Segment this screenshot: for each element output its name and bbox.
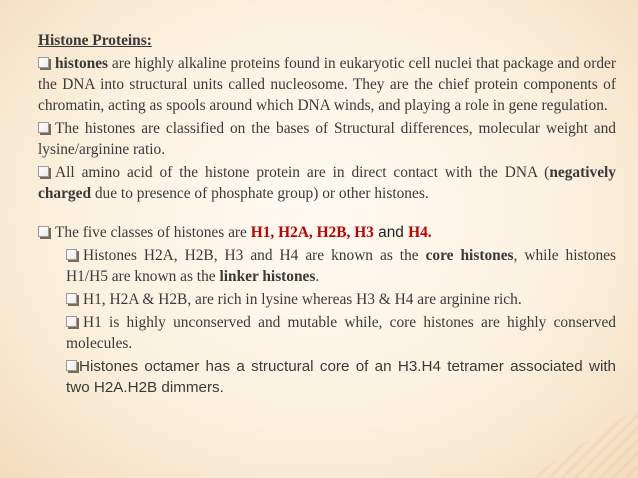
paragraph-text: , while histones H1/H5 are known as the (66, 247, 616, 285)
paragraph-text: are highly alkaline proteins found in eukaryotic cell nuclei that package and order the DNA into structural units called nucleosome. They are the chief protein components of chromatin, acting as spools around which DNA winds, and playing a role in gene regulation. (38, 55, 616, 114)
paragraph-text: due to presence of phosphate group) or other histones. (91, 185, 429, 202)
square-bullet-icon (66, 293, 77, 304)
histone-classes-highlight: H1, H2A, H2B, H3 (250, 224, 374, 241)
square-bullet-icon (38, 122, 49, 133)
bold-negatively-charged: negatively charged (38, 164, 616, 202)
bold-linker-histones: linker histones (219, 268, 316, 285)
paragraph-text: All amino acid of the histone protein are in direct contact with the DNA ( (55, 164, 550, 181)
square-bullet-icon (66, 316, 77, 327)
paragraph-dna-contact (38, 162, 616, 204)
and-text: and (373, 224, 409, 241)
paragraph-text: H1, H2A & H2B, are rich in lysine whereas H3 & H4 are arginine rich. (83, 291, 522, 308)
subpoint-conservation (66, 312, 616, 354)
paragraph-text: Histones H2A, H2B, H3 and H4 are known as the (83, 247, 426, 264)
square-bullet-icon (38, 226, 49, 237)
slide-content (38, 30, 616, 400)
square-bullet-icon (38, 57, 49, 68)
paragraph-five-classes (38, 222, 616, 243)
slide-title: Histone Proteins: (38, 32, 152, 49)
subpoint-lysine-arginine (66, 289, 616, 310)
spacer (38, 206, 616, 222)
subpoint-octamer (66, 356, 616, 398)
subpoint-core-linker (66, 245, 616, 287)
paragraph-classification (38, 118, 616, 160)
square-bullet-icon (66, 249, 77, 260)
paragraph-text: The five classes of histones are (55, 224, 251, 241)
paragraph-text: The histones are classified on the bases of Structural differences, molecular weight and lysine/arginine ratio. (38, 120, 616, 158)
square-bullet-icon (38, 166, 49, 177)
square-bullet-icon (66, 360, 77, 371)
paragraph-histones-definition (38, 53, 616, 116)
paragraph-text: H1 is highly unconserved and mutable while, core histones are highly conserved molecules. (66, 314, 616, 352)
bold-core-histones: core histones (425, 247, 514, 264)
bold-lead-histones: histones (55, 55, 109, 72)
histone-h4-highlight: H4. (408, 224, 432, 241)
paragraph-text: Histones octamer has a structural core of an H3.H4 tetramer associated with two H2A.H2B dimmers. (66, 358, 616, 396)
paragraph-text: . (315, 268, 320, 285)
